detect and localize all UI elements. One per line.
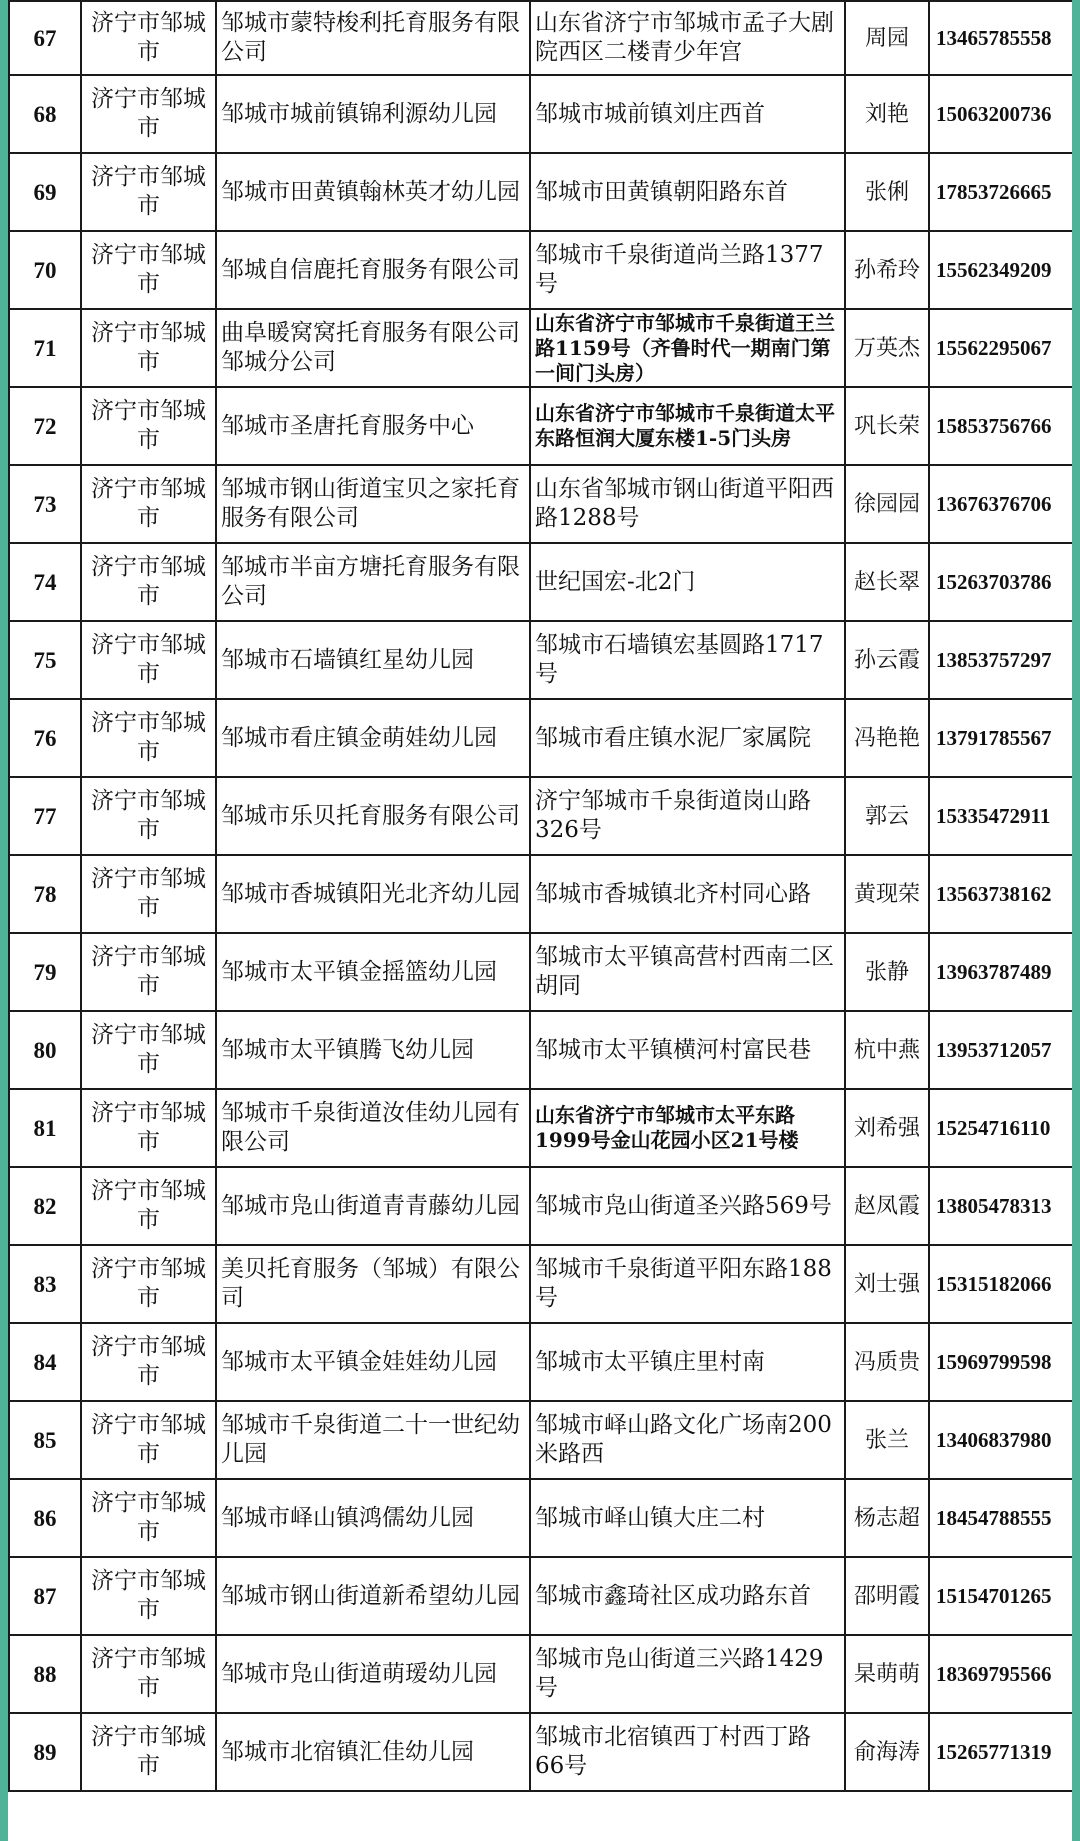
contact-person-cell: 赵长翠: [845, 543, 929, 621]
table-row: [9, 777, 1072, 855]
contact-person-cell: 赵凤霞: [845, 1167, 929, 1245]
institution-name-cell: 邹城市钢山街道新希望幼儿园: [216, 1557, 530, 1635]
phone-cell: 15562295067: [929, 309, 1072, 387]
institution-name-cell: 邹城市香城镇阳光北齐幼儿园: [216, 855, 530, 933]
contact-person-cell: 孙希玲: [845, 231, 929, 309]
table-body: [9, 1, 1072, 1791]
institution-name-cell: 邹城市太平镇金娃娃幼儿园: [216, 1323, 530, 1401]
institution-name-cell: 邹城市乐贝托育服务有限公司: [216, 777, 530, 855]
city-cell: 济宁市邹城市: [81, 933, 216, 1011]
contact-person-cell: 刘艳: [845, 75, 929, 153]
city-cell: 济宁市邹城市: [81, 855, 216, 933]
institution-name-cell: 邹城市看庄镇金萌娃幼儿园: [216, 699, 530, 777]
phone-cell: 13853757297: [929, 621, 1072, 699]
table-row: [9, 933, 1072, 1011]
institution-name-cell: 邹城市凫山街道萌瑷幼儿园: [216, 1635, 530, 1713]
city-cell: 济宁市邹城市: [81, 1, 216, 75]
serial-number-cell: 79: [9, 933, 81, 1011]
phone-cell: 18454788555: [929, 1479, 1072, 1557]
city-cell: 济宁市邹城市: [81, 231, 216, 309]
contact-person-cell: 孙云霞: [845, 621, 929, 699]
phone-cell: 13563738162: [929, 855, 1072, 933]
contact-person-cell: 万英杰: [845, 309, 929, 387]
table-row: [9, 1, 1072, 75]
phone-cell: 13953712057: [929, 1011, 1072, 1089]
serial-number-cell: 77: [9, 777, 81, 855]
address-cell: 济宁邹城市千泉街道岗山路326号: [530, 777, 845, 855]
address-cell: 邹城市千泉街道尚兰路1377号: [530, 231, 845, 309]
institution-name-cell: 邹城市千泉街道汝佳幼儿园有限公司: [216, 1089, 530, 1167]
table-row: [9, 1167, 1072, 1245]
table-row: [9, 699, 1072, 777]
institution-name-cell: 邹城市圣唐托育服务中心: [216, 387, 530, 465]
table-row: [9, 855, 1072, 933]
serial-number-cell: 88: [9, 1635, 81, 1713]
city-cell: 济宁市邹城市: [81, 1089, 216, 1167]
address-cell: 邹城市千泉街道平阳东路188号: [530, 1245, 845, 1323]
phone-cell: 13791785567: [929, 699, 1072, 777]
contact-person-cell: 周园: [845, 1, 929, 75]
contact-person-cell: 邵明霞: [845, 1557, 929, 1635]
institution-name-cell: 邹城自信鹿托育服务有限公司: [216, 231, 530, 309]
childcare-institution-table: [8, 0, 1072, 1792]
phone-cell: 15562349209: [929, 231, 1072, 309]
institution-name-cell: 邹城市峄山镇鸿儒幼儿园: [216, 1479, 530, 1557]
city-cell: 济宁市邹城市: [81, 699, 216, 777]
address-cell: 山东省济宁市邹城市太平东路1999号金山花园小区21号楼: [530, 1089, 845, 1167]
city-cell: 济宁市邹城市: [81, 1713, 216, 1791]
address-cell: 邹城市峄山镇大庄二村: [530, 1479, 845, 1557]
address-cell: 山东省济宁市邹城市孟子大剧院西区二楼青少年宫: [530, 1, 845, 75]
table-row: [9, 1323, 1072, 1401]
phone-cell: 15969799598: [929, 1323, 1072, 1401]
city-cell: 济宁市邹城市: [81, 621, 216, 699]
city-cell: 济宁市邹城市: [81, 543, 216, 621]
serial-number-cell: 89: [9, 1713, 81, 1791]
institution-name-cell: 邹城市田黄镇翰林英才幼儿园: [216, 153, 530, 231]
contact-person-cell: 黄现荣: [845, 855, 929, 933]
serial-number-cell: 68: [9, 75, 81, 153]
address-cell: 山东省济宁市邹城市千泉街道王兰路1159号（齐鲁时代一期南门第一间门头房）: [530, 309, 845, 387]
phone-cell: 13805478313: [929, 1167, 1072, 1245]
address-cell: 邹城市北宿镇西丁村西丁路66号: [530, 1713, 845, 1791]
phone-cell: 15265771319: [929, 1713, 1072, 1791]
phone-cell: 15853756766: [929, 387, 1072, 465]
address-cell: 世纪国宏-北2门: [530, 543, 845, 621]
serial-number-cell: 87: [9, 1557, 81, 1635]
document-sheet: [8, 0, 1072, 1841]
city-cell: 济宁市邹城市: [81, 1167, 216, 1245]
serial-number-cell: 78: [9, 855, 81, 933]
phone-cell: 13676376706: [929, 465, 1072, 543]
address-cell: 邹城市看庄镇水泥厂家属院: [530, 699, 845, 777]
address-cell: 邹城市太平镇高营村西南二区胡同: [530, 933, 845, 1011]
table-row: [9, 1089, 1072, 1167]
table-row: [9, 1401, 1072, 1479]
serial-number-cell: 75: [9, 621, 81, 699]
serial-number-cell: 74: [9, 543, 81, 621]
contact-person-cell: 杭中燕: [845, 1011, 929, 1089]
address-cell: 邹城市太平镇庄里村南: [530, 1323, 845, 1401]
phone-cell: 17853726665: [929, 153, 1072, 231]
institution-name-cell: 邹城市凫山街道青青藤幼儿园: [216, 1167, 530, 1245]
institution-name-cell: 邹城市石墙镇红星幼儿园: [216, 621, 530, 699]
contact-person-cell: 冯质贵: [845, 1323, 929, 1401]
city-cell: 济宁市邹城市: [81, 1323, 216, 1401]
city-cell: 济宁市邹城市: [81, 777, 216, 855]
table-row: [9, 1011, 1072, 1089]
institution-name-cell: 美贝托育服务（邹城）有限公司: [216, 1245, 530, 1323]
contact-person-cell: 杨志超: [845, 1479, 929, 1557]
contact-person-cell: 郭云: [845, 777, 929, 855]
contact-person-cell: 刘士强: [845, 1245, 929, 1323]
address-cell: 邹城市田黄镇朝阳路东首: [530, 153, 845, 231]
serial-number-cell: 70: [9, 231, 81, 309]
table-row: [9, 1245, 1072, 1323]
phone-cell: 13406837980: [929, 1401, 1072, 1479]
phone-cell: 18369795566: [929, 1635, 1072, 1713]
table-row: [9, 1635, 1072, 1713]
serial-number-cell: 84: [9, 1323, 81, 1401]
serial-number-cell: 73: [9, 465, 81, 543]
city-cell: 济宁市邹城市: [81, 1401, 216, 1479]
table-row: [9, 1557, 1072, 1635]
city-cell: 济宁市邹城市: [81, 387, 216, 465]
institution-name-cell: 邹城市北宿镇汇佳幼儿园: [216, 1713, 530, 1791]
institution-name-cell: 邹城市城前镇锦利源幼儿园: [216, 75, 530, 153]
city-cell: 济宁市邹城市: [81, 1245, 216, 1323]
table-row: [9, 231, 1072, 309]
contact-person-cell: 张兰: [845, 1401, 929, 1479]
contact-person-cell: 刘希强: [845, 1089, 929, 1167]
institution-name-cell: 邹城市半亩方塘托育服务有限公司: [216, 543, 530, 621]
phone-cell: 13465785558: [929, 1, 1072, 75]
serial-number-cell: 80: [9, 1011, 81, 1089]
city-cell: 济宁市邹城市: [81, 465, 216, 543]
contact-person-cell: 巩长荣: [845, 387, 929, 465]
serial-number-cell: 69: [9, 153, 81, 231]
address-cell: 邹城市香城镇北齐村同心路: [530, 855, 845, 933]
contact-person-cell: 张俐: [845, 153, 929, 231]
institution-name-cell: 邹城市千泉街道二十一世纪幼儿园: [216, 1401, 530, 1479]
address-cell: 山东省邹城市钢山街道平阳西路1288号: [530, 465, 845, 543]
table-row: [9, 465, 1072, 543]
contact-person-cell: 张静: [845, 933, 929, 1011]
table-row: [9, 153, 1072, 231]
table-row: [9, 309, 1072, 387]
address-cell: 邹城市凫山街道圣兴路569号: [530, 1167, 845, 1245]
serial-number-cell: 81: [9, 1089, 81, 1167]
table-row: [9, 75, 1072, 153]
phone-cell: 15315182066: [929, 1245, 1072, 1323]
address-cell: 邹城市峄山路文化广场南200米路西: [530, 1401, 845, 1479]
serial-number-cell: 82: [9, 1167, 81, 1245]
address-cell: 山东省济宁市邹城市千泉街道太平东路恒润大厦东楼1-5门头房: [530, 387, 845, 465]
contact-person-cell: 杲萌萌: [845, 1635, 929, 1713]
phone-cell: 15263703786: [929, 543, 1072, 621]
address-cell: 邹城市鑫琦社区成功路东首: [530, 1557, 845, 1635]
phone-cell: 15063200736: [929, 75, 1072, 153]
serial-number-cell: 71: [9, 309, 81, 387]
contact-person-cell: 徐园园: [845, 465, 929, 543]
table-row: [9, 543, 1072, 621]
address-cell: 邹城市城前镇刘庄西首: [530, 75, 845, 153]
serial-number-cell: 67: [9, 1, 81, 75]
table-row: [9, 621, 1072, 699]
serial-number-cell: 76: [9, 699, 81, 777]
city-cell: 济宁市邹城市: [81, 1557, 216, 1635]
address-cell: 邹城市凫山街道三兴路1429号: [530, 1635, 845, 1713]
institution-name-cell: 邹城市太平镇腾飞幼儿园: [216, 1011, 530, 1089]
contact-person-cell: 俞海涛: [845, 1713, 929, 1791]
institution-name-cell: 邹城市钢山街道宝贝之家托育服务有限公司: [216, 465, 530, 543]
phone-cell: 15335472911: [929, 777, 1072, 855]
city-cell: 济宁市邹城市: [81, 1635, 216, 1713]
table-row: [9, 1713, 1072, 1791]
contact-person-cell: 冯艳艳: [845, 699, 929, 777]
phone-cell: 13963787489: [929, 933, 1072, 1011]
table-row: [9, 387, 1072, 465]
institution-name-cell: 邹城市太平镇金摇篮幼儿园: [216, 933, 530, 1011]
city-cell: 济宁市邹城市: [81, 1479, 216, 1557]
table-row: [9, 1479, 1072, 1557]
serial-number-cell: 72: [9, 387, 81, 465]
phone-cell: 15154701265: [929, 1557, 1072, 1635]
city-cell: 济宁市邹城市: [81, 1011, 216, 1089]
city-cell: 济宁市邹城市: [81, 153, 216, 231]
city-cell: 济宁市邹城市: [81, 75, 216, 153]
institution-name-cell: 曲阜暖窝窝托育服务有限公司邹城分公司: [216, 309, 530, 387]
serial-number-cell: 86: [9, 1479, 81, 1557]
address-cell: 邹城市太平镇横河村富民巷: [530, 1011, 845, 1089]
serial-number-cell: 85: [9, 1401, 81, 1479]
city-cell: 济宁市邹城市: [81, 309, 216, 387]
serial-number-cell: 83: [9, 1245, 81, 1323]
institution-name-cell: 邹城市蒙特梭利托育服务有限公司: [216, 1, 530, 75]
phone-cell: 15254716110: [929, 1089, 1072, 1167]
address-cell: 邹城市石墙镇宏基圆路1717号: [530, 621, 845, 699]
